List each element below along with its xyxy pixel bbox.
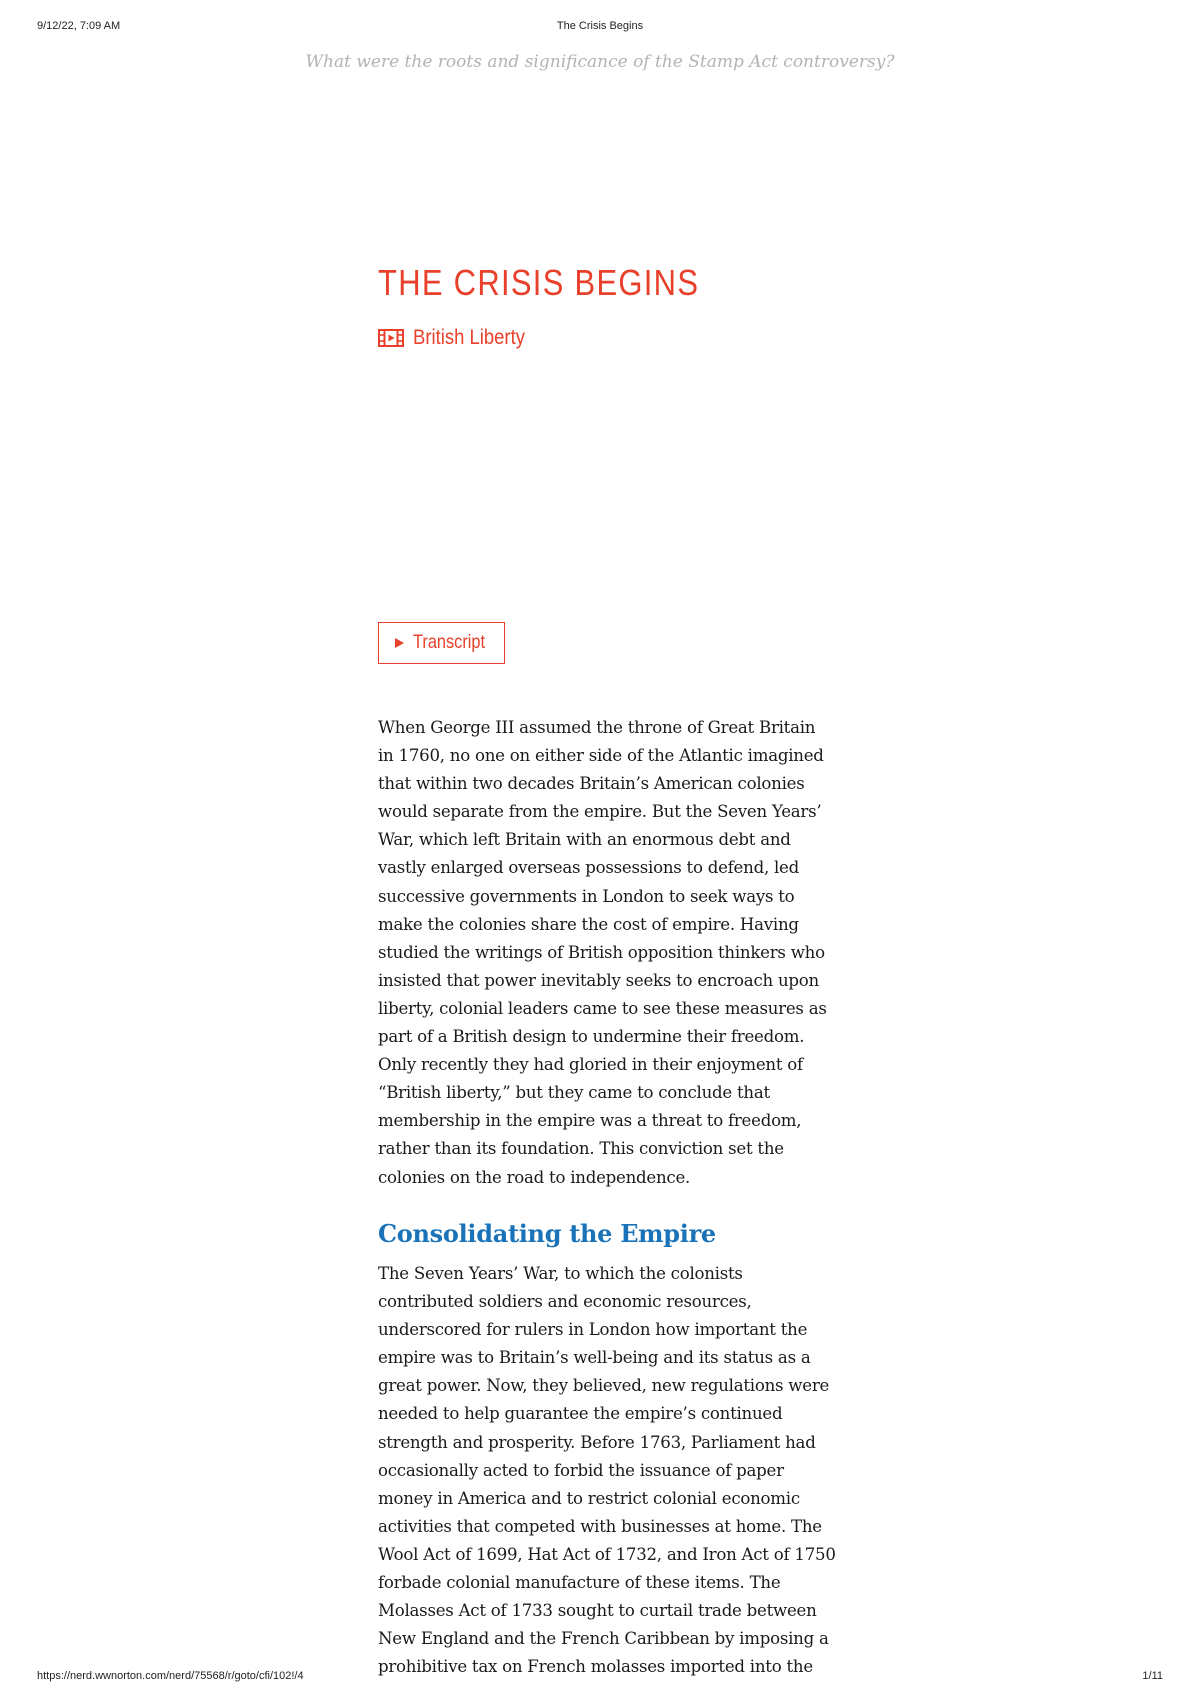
paragraph-line: that within two decades Britain’s American colonies xyxy=(378,774,805,794)
transcript-button[interactable] xyxy=(378,622,505,664)
paragraph-line: The Seven Years’ War, to which the colonists xyxy=(378,1264,743,1283)
print-title: The Crisis Begins xyxy=(556,20,644,32)
paragraph-line: great power. Now, they believed, new regulations were xyxy=(378,1376,830,1396)
print-datetime: 9/12/22, 7:09 AM xyxy=(37,20,121,32)
paragraph-line: strength and prosperity. Before 1763, Parliament had xyxy=(378,1432,816,1452)
paragraph-line: needed to help guarantee the empire’s continued xyxy=(378,1404,783,1424)
paragraph-line: rather than its foundation. This conviction set the xyxy=(378,1139,784,1159)
print-header xyxy=(37,20,1163,38)
paragraph-line: Molasses Act of 1733 sought to curtail trade between xyxy=(378,1601,817,1621)
paragraph-line: prohibitive tax on French molasses imported into the xyxy=(378,1657,813,1677)
paragraph-line: liberty, colonial leaders came to see these measures as xyxy=(378,998,827,1018)
focus-question: What were the roots and significance of the Stamp Act controversy? xyxy=(305,52,895,72)
section-heading: Consolidating the Empire xyxy=(378,1219,716,1248)
print-footer xyxy=(37,1670,1163,1688)
paragraph-line: membership in the empire was a threat to freedom, xyxy=(378,1111,802,1131)
paragraph-line: in 1760, no one on either side of the Atlantic imagined xyxy=(378,746,824,766)
paragraph-line: When George III assumed the throne of Great Britain xyxy=(378,718,816,737)
video-link-british-liberty[interactable] xyxy=(378,326,540,350)
paragraph-line: “British liberty,” but they came to conclude that xyxy=(378,1083,770,1103)
paragraph-line: insisted that power inevitably seeks to encroach upon xyxy=(378,970,819,990)
paragraph-line: New England and the French Caribbean by imposing a xyxy=(378,1629,829,1649)
paragraph-line: studied the writings of British opposition thinkers who xyxy=(378,942,825,962)
video-link-label: British Liberty xyxy=(413,326,525,349)
play-triangle-icon xyxy=(395,638,404,648)
section-paragraph xyxy=(378,1260,838,1677)
paragraph-line: colonies on the road to independence. xyxy=(378,1167,691,1187)
film-icon xyxy=(378,329,404,347)
paragraph-line: Wool Act of 1699, Hat Act of 1732, and Iron Act of 1750 xyxy=(378,1544,836,1564)
paragraph-line: contributed soldiers and economic resources, xyxy=(378,1292,752,1312)
paragraph-line: empire was to Britain’s well-being and its status as a xyxy=(378,1348,811,1368)
intro-paragraph xyxy=(378,714,838,1192)
paragraph-line: activities that competed with businesses at home. The xyxy=(378,1516,822,1536)
paragraph-line: Only recently they had gloried in their enjoyment of xyxy=(378,1055,803,1075)
paragraph-line: part of a British design to undermine their freedom. xyxy=(378,1027,805,1047)
paragraph-line: occasionally acted to forbid the issuance of paper xyxy=(378,1460,784,1480)
paragraph-line: make the colonies share the cost of empire. Having xyxy=(378,914,799,934)
paragraph-line: underscored for rulers in London how important the xyxy=(378,1320,808,1340)
paragraph-line: War, which left Britain with an enormous debt and xyxy=(378,830,791,850)
page-url: https://nerd.wwnorton.com/nerd/75568/r/goto/cfi/102!/4 xyxy=(37,1670,304,1682)
page-number: 1/11 xyxy=(1142,1670,1163,1682)
transcript-button-label: Transcript xyxy=(413,632,486,653)
paragraph-line: vastly enlarged overseas possessions to defend, led xyxy=(378,858,799,878)
paragraph-line: would separate from the empire. But the Seven Years’ xyxy=(378,802,822,822)
paragraph-line: forbade colonial manufacture of these items. The xyxy=(378,1573,781,1593)
paragraph-line: money in America and to restrict colonial economic xyxy=(378,1488,800,1508)
chapter-title: THE CRISIS BEGINS xyxy=(378,262,700,303)
paragraph-line: successive governments in London to seek ways to xyxy=(378,886,795,906)
